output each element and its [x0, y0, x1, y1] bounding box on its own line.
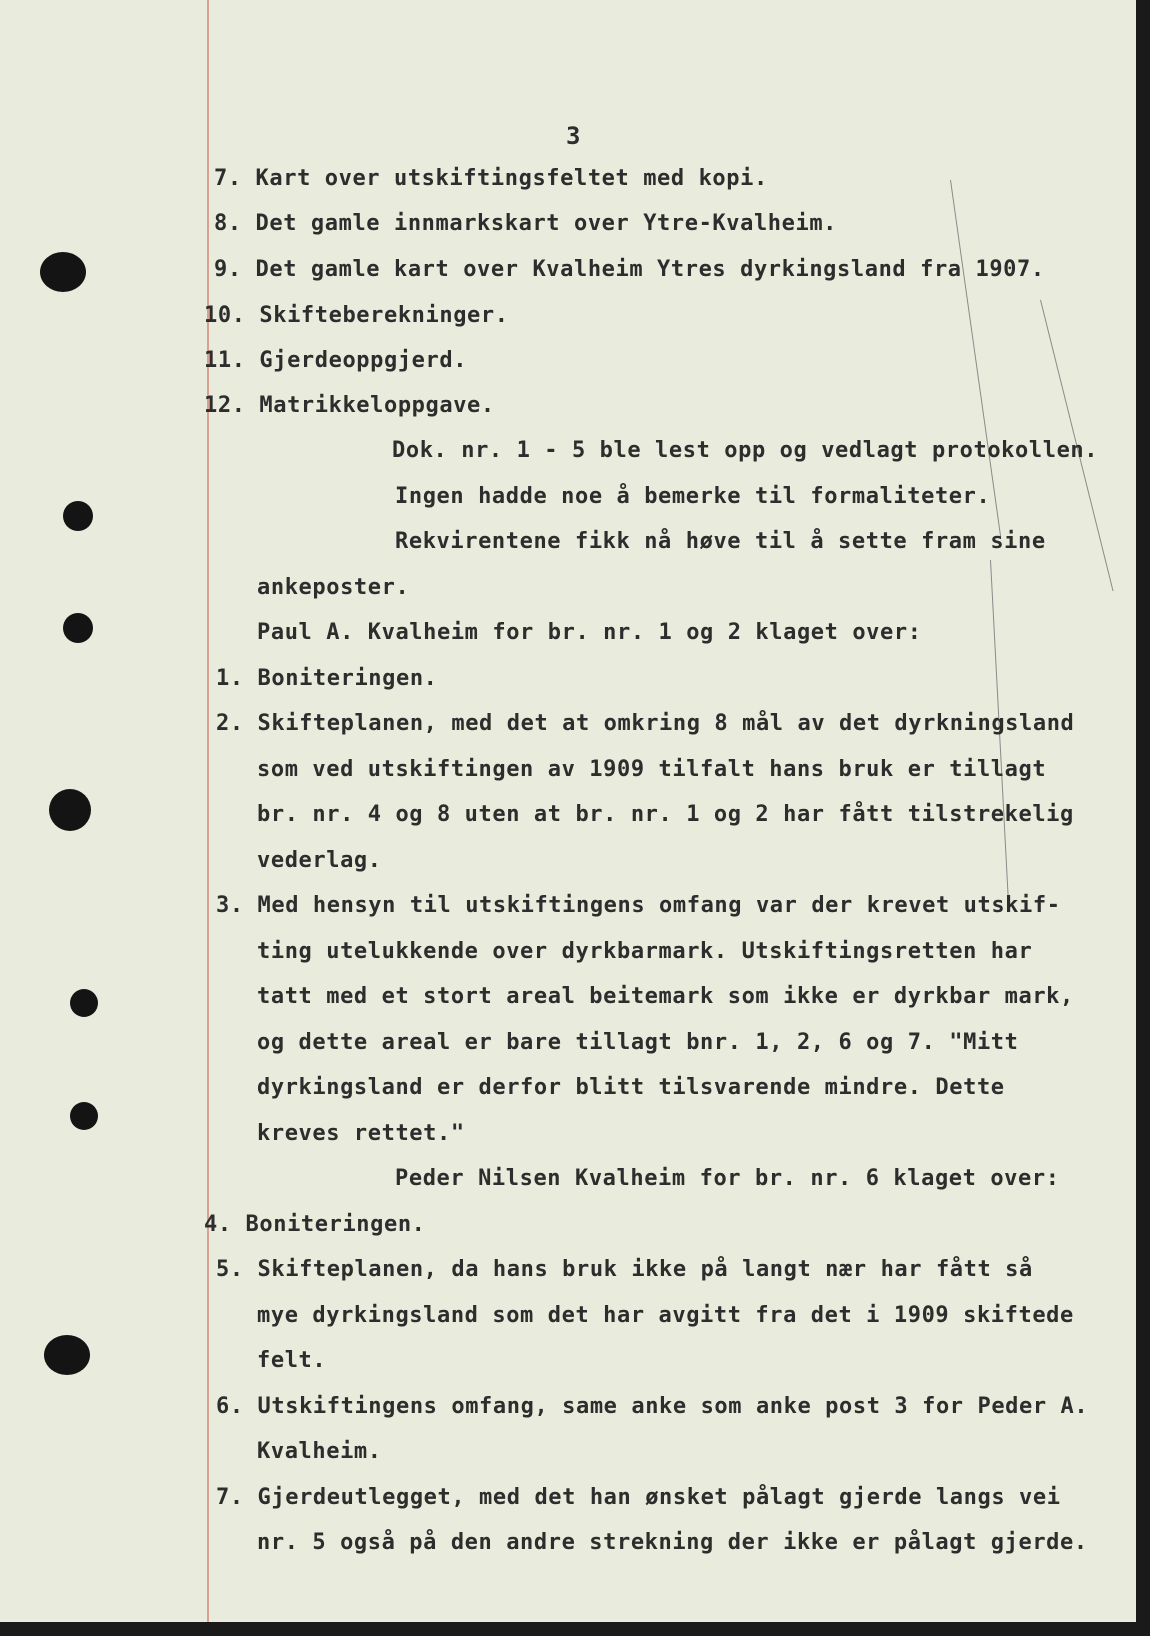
- text-line: 8. Det gamle innmarkskart over Ytre-Kvalheim.: [214, 211, 838, 236]
- margin-rule: [207, 0, 209, 1622]
- text-line: 12. Matrikkeloppgave.: [204, 393, 495, 418]
- text-line: 2. Skifteplanen, med det at omkring 8 mål av det dyrkningsland: [216, 711, 1075, 736]
- text-line: vederlag.: [257, 848, 382, 873]
- binding-hole: [49, 789, 91, 831]
- binding-hole: [44, 1335, 90, 1375]
- text-line: som ved utskiftingen av 1909 tilfalt hans bruk er tillagt: [257, 757, 1047, 782]
- text-line: 5. Skifteplanen, da hans bruk ikke på langt nær har fått så: [216, 1257, 1033, 1282]
- binding-hole: [40, 252, 86, 292]
- text-line: 3. Med hensyn til utskiftingens omfang var der krevet utskif-: [216, 893, 1061, 918]
- text-line: 11. Gjerdeoppgjerd.: [204, 348, 468, 373]
- text-line: 9. Det gamle kart over Kvalheim Ytres dyrkingsland fra 1907.: [214, 257, 1045, 282]
- text-line: ankeposter.: [257, 575, 410, 600]
- text-line: Peder Nilsen Kvalheim for br. nr. 6 klaget over:: [395, 1166, 1060, 1191]
- text-line: 10. Skifteberekninger.: [204, 303, 509, 328]
- binding-hole: [63, 501, 93, 531]
- text-line: felt.: [257, 1348, 327, 1373]
- text-line: tatt med et stort areal beitemark som ikke er dyrkbar mark,: [257, 984, 1074, 1009]
- text-line: Dok. nr. 1 - 5 ble lest opp og vedlagt protokollen.: [392, 438, 1099, 463]
- binding-hole: [70, 1102, 98, 1130]
- text-line: Ingen hadde noe å bemerke til formaliteter.: [395, 484, 991, 509]
- text-line: br. nr. 4 og 8 uten at br. nr. 1 og 2 har fått tilstrekelig: [257, 802, 1074, 827]
- text-line: Paul A. Kvalheim for br. nr. 1 og 2 klaget over:: [257, 620, 922, 645]
- page-number: 3: [566, 122, 582, 150]
- text-line: mye dyrkingsland som det har avgitt fra det i 1909 skiftede: [257, 1303, 1074, 1328]
- text-line: Rekvirentene fikk nå høve til å sette fram sine: [395, 529, 1046, 554]
- text-line: Kvalheim.: [257, 1439, 382, 1464]
- text-line: og dette areal er bare tillagt bnr. 1, 2, 6 og 7. "Mitt: [257, 1030, 1019, 1055]
- text-line: nr. 5 også på den andre strekning der ikke er pålagt gjerde.: [257, 1530, 1088, 1555]
- text-line: 1. Boniteringen.: [216, 666, 438, 691]
- binding-hole: [70, 989, 98, 1017]
- binding-hole: [63, 613, 93, 643]
- text-line: kreves rettet.": [257, 1121, 465, 1146]
- text-line: dyrkingsland er derfor blitt tilsvarende mindre. Dette: [257, 1075, 1005, 1100]
- text-line: 7. Gjerdeutlegget, med det han ønsket pålagt gjerde langs vei: [216, 1485, 1061, 1510]
- text-line: 7. Kart over utskiftingsfeltet med kopi.: [214, 166, 768, 191]
- pencil-mark: [950, 180, 1001, 537]
- text-line: ting utelukkende over dyrkbarmark. Utskiftingsretten har: [257, 939, 1033, 964]
- text-line: 4. Boniteringen.: [204, 1212, 426, 1237]
- text-line: 6. Utskiftingens omfang, same anke som anke post 3 for Peder A.: [216, 1394, 1089, 1419]
